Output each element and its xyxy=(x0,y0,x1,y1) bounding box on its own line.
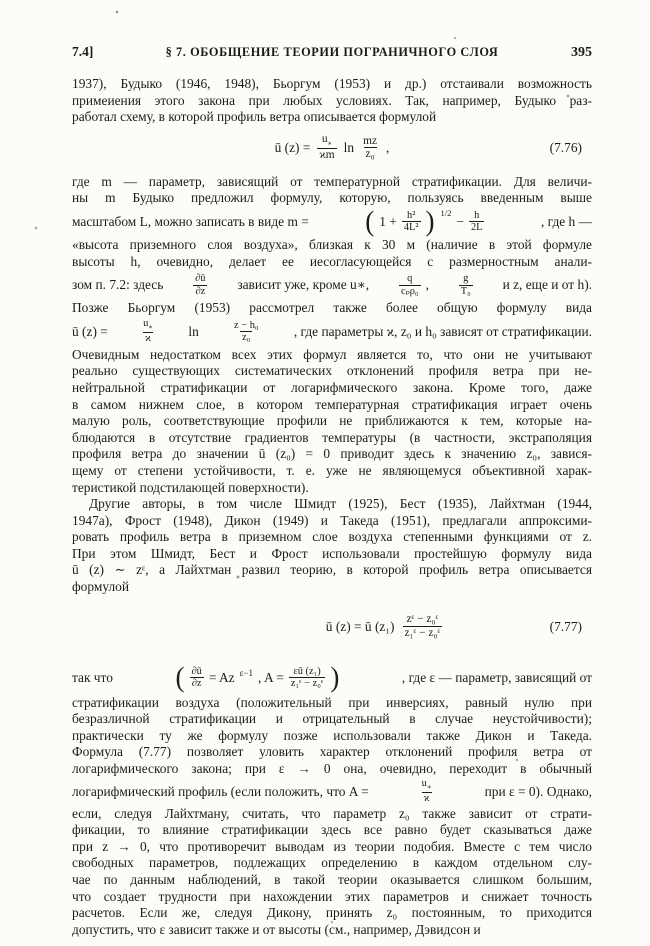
text-segment: = Az xyxy=(208,669,235,685)
text-segment: 1 + xyxy=(379,213,397,229)
fraction xyxy=(361,135,379,162)
fraction-denominator: z₀ xyxy=(365,148,375,161)
display-formula-7-77 xyxy=(72,602,592,652)
text-line: стратификации воздуха (положительный при инверсиях, равный нулю при xyxy=(72,694,592,710)
fraction-numerator: $u_∗$ xyxy=(321,133,333,148)
fraction: $\frac{\partial ū}{\partial z}$ xyxy=(191,665,202,690)
paragraph-4 xyxy=(72,347,592,496)
fraction: $\frac{u_∗}{ϰ}$ xyxy=(143,318,154,345)
fraction: $\frac{q}{\text{cₚρ₀}}$ xyxy=(400,273,419,297)
text-segment: и z, еще и от h). xyxy=(502,277,592,293)
text-line: Другие авторы, в том числе Шмидт (1925), Бест (1935), Лайхтман (1944, xyxy=(89,496,592,512)
text-line: 1947а), Фрост (1948), Дикон (1949) и Такеда (1951), предлагали аппроксими- xyxy=(72,512,592,528)
text-line: безразличной стратификации и отрицательный в случае неустойчивости); xyxy=(72,711,592,727)
text-line: логарифмического закона; при ε → 0 она, очевидно, переходит в обычный xyxy=(72,761,592,777)
text-line: чае по данным наблюдений, в такой теории оказывается слишком большим, xyxy=(72,872,592,887)
text-line-with-formula xyxy=(72,778,592,806)
text-line: Формула (7.77) позволяет уловить характер отклонений профиля ветра от xyxy=(72,744,592,760)
text-line: в самом нижнем слое, в котором температурная стратификация играет очень xyxy=(72,396,592,412)
text-line: теристикой подстилающей поверхности). xyxy=(72,479,309,495)
text-line-with-formula xyxy=(72,661,592,695)
text-segment: , где параметры ϰ, z₀ и h₀ зависят от стратификации. xyxy=(293,323,592,339)
text-line: Очевидным недостатком всех этих формул является то, что они не учитывают xyxy=(72,346,592,362)
fraction-denominator: ϰm xyxy=(319,149,335,162)
open-paren: ( xyxy=(175,661,185,693)
text-segment: , где ε — параметр, зависящий от xyxy=(401,669,592,685)
page-number: 395 xyxy=(571,45,592,60)
fraction-numerator: mz xyxy=(363,134,378,147)
fraction-numerator: $u_∗$ xyxy=(421,778,432,792)
text-segment: , A = xyxy=(257,669,284,685)
text-line: где m — параметр, зависящий от температурной стратификации. Для величи- xyxy=(72,173,592,189)
open-paren: ( xyxy=(365,205,375,238)
text-line: работал схему, в которой профиль ветра описывается формулой xyxy=(72,109,437,125)
fraction: $\frac{u_∗}{ϰ}$ xyxy=(421,778,432,805)
text-segment: зом п. 7.2: здесь xyxy=(72,277,164,293)
text-line: щему от степени устойчивости, т. е. уже не являющемуся объективной харак- xyxy=(72,462,592,478)
text-line: ны m Будыко предложил формулу, которую, пользуясь введенным выше xyxy=(72,190,592,206)
fraction xyxy=(317,133,336,162)
text-line: формулой xyxy=(72,579,129,595)
text-line: нейтральной стратификации от логарифмического закона. Кроме того, даже xyxy=(72,379,592,395)
fraction: $\frac{\text{h²}}{\text{4L²}}$ xyxy=(403,209,419,234)
text-line: реально существующих систематических отклонений профиля ветра при не- xyxy=(72,363,592,379)
chapter-title: § 7. ОБОБЩЕНИЕ ТЕОРИИ ПОГРАНИЧНОГО СЛОЯ xyxy=(165,45,499,59)
fraction: $\frac{h}{2L}$ xyxy=(470,209,483,234)
text-line: Позже Бьоргум (1953) рассмотрел также более общую формулу вида xyxy=(72,300,592,316)
fraction-denominator: z₁ᵋ − z₀ᵋ xyxy=(404,627,441,640)
equation-number: (7.76) xyxy=(549,139,582,155)
text-line-with-formula xyxy=(72,207,592,237)
text-line-with-formula xyxy=(72,270,592,300)
ln-operator: ln xyxy=(343,139,355,155)
paragraph-2 xyxy=(72,174,592,300)
text-line: малую роль, соответствующие профили не приближаются к тем, которые на- xyxy=(72,413,592,429)
paragraph-3 xyxy=(72,300,592,347)
formula-lhs: ū (z) = ū (z₁) xyxy=(325,618,395,634)
fraction xyxy=(403,613,443,640)
formula-lhs: ū (z) = xyxy=(72,323,108,339)
text-line: ū (z) ∼ zᵋ, а Лайхтман развил теорию, в которой профиль ветра описывается xyxy=(72,562,592,578)
display-formula-7-76 xyxy=(72,129,592,167)
paragraph-5 xyxy=(72,496,592,596)
text-line: что создает трудности при нахождении этих параметров и снижает точность xyxy=(72,888,592,904)
text-segment: логарифмический профиль (если положить, что A = xyxy=(72,783,369,799)
exponent: ε−1 xyxy=(239,667,253,678)
text-line: допустить, что ε зависит также и от высоты (см., например, Дэвидсон и xyxy=(72,921,481,937)
fraction: $\frac{g}{\text{T₀}}$ xyxy=(460,273,471,297)
inline-formula xyxy=(175,661,340,693)
fraction-numerator: zᵋ − z₀ᵋ xyxy=(406,613,439,626)
formula-body xyxy=(326,613,442,640)
formula-comma: , xyxy=(386,139,390,155)
text-line: высоты h, очевидно, делает ее иесогласующейся с размерностным анали- xyxy=(72,253,592,269)
fraction: $\frac{\text{z − h₀}}{\text{z₀}}$ xyxy=(234,319,259,344)
close-paren: ) xyxy=(425,205,435,238)
text-segment: масштабом L, можно записать в виде m = xyxy=(72,213,309,229)
text-line: ровать профиль ветра в приземном слое воздуха степенными функциями от z. xyxy=(72,529,592,545)
paragraph-1 xyxy=(72,76,592,126)
equation-number: (7.77) xyxy=(549,618,582,634)
section-marker: 7.4] xyxy=(72,44,94,59)
fraction: $\frac{\text{εū (z₁)}}{\text{z₁ᵋ − z₀ᵋ}}$ xyxy=(290,665,324,690)
paragraph-6 xyxy=(72,661,592,939)
text-segment: так что xyxy=(72,669,113,685)
close-paren: ) xyxy=(330,661,340,693)
fraction: $\frac{\partial ū}{\partial z}$ xyxy=(195,273,206,297)
ln-operator: ln xyxy=(188,323,199,339)
text-segment: зависит уже, кроме u∗, xyxy=(237,277,370,293)
inline-formula xyxy=(399,273,429,297)
fraction-numerator: $u_∗$ xyxy=(143,318,154,332)
text-line-with-formula xyxy=(72,317,592,347)
text-line: расчетов. Если же, следуя Дикону, принять z₀ постоянным, то приходится xyxy=(72,905,592,921)
text-line: примеиения этого закона при любых условиях. Так, например, Будыко раз- xyxy=(72,92,592,108)
text-line: 1937), Будыко (1946, 1948), Бьоргум (1953) и др.) отстаивали возможность xyxy=(72,76,592,91)
inline-formula xyxy=(365,205,484,238)
text-line: При этом Шмидт, Бест и Фрост использовали простейшую формулу вида xyxy=(72,545,592,561)
text-line: блюдаются в отсутствие градиентов температуры (в частности, экстраполяция xyxy=(72,429,592,445)
text-line: профиля ветра до значении ū (z₀) = 0 приводит здесь к значению z₀, завися- xyxy=(72,446,592,462)
text-line: если, следуя Лайхтману, считать, что параметр z₀ также зависит от страти- xyxy=(72,805,592,821)
text-line: практически ту же формулу позже использовали также Дикон и Такеда. xyxy=(72,727,592,743)
comma: , xyxy=(425,277,429,293)
text-line: «высота приземного слоя воздуха», близкая к 30 м (наличие в этой формуле xyxy=(72,236,592,252)
text-line: при z → 0, что противоречит выводам из теории подобия. Вместе с тем число xyxy=(72,838,592,854)
text-line: свободных параметров, подлежащих определению в каждом отдельном слу- xyxy=(72,855,592,871)
text-segment: при ε = 0). Однако, xyxy=(484,783,592,799)
running-header xyxy=(72,44,592,61)
minus-sign: − xyxy=(456,213,464,229)
formula-lhs: ū (z) = xyxy=(274,139,311,155)
text-segment: , где h — xyxy=(540,213,592,229)
exponent: 1/2 xyxy=(440,207,452,218)
text-line: фикации, то влияние стратификации здесь все равно будет сказываться даже xyxy=(72,822,592,838)
